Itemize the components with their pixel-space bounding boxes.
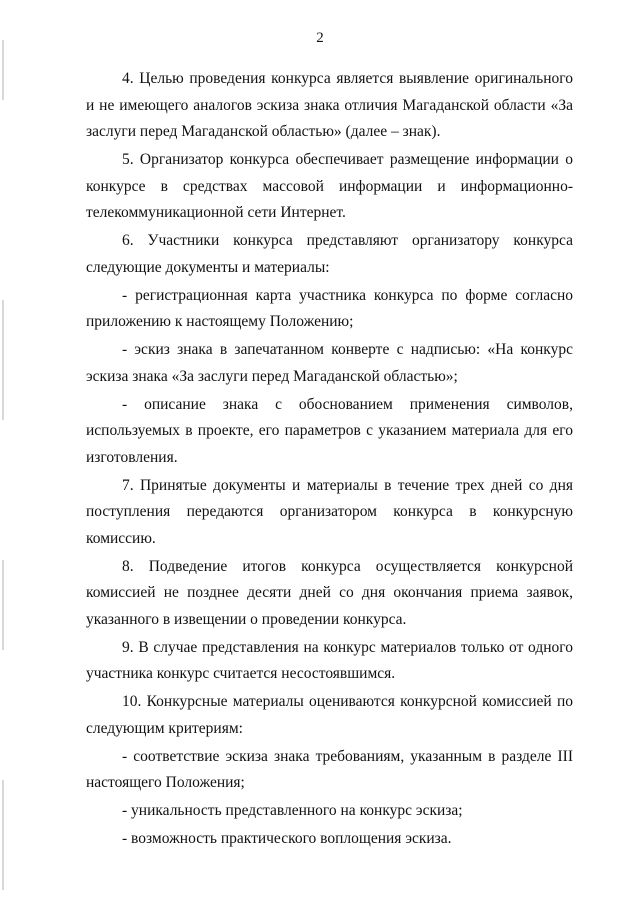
- list-item-sketch-envelope: - эскиз знака в запечатанном конверте с надписью: «На конкурс эскиза знака «За заслуги перед Магаданской областью»;: [86, 341, 573, 385]
- list-item-uniqueness: - уникальность представленного на конкурс эскиза;: [122, 802, 463, 819]
- paragraph-10-criteria: 10. Конкурсные материалы оцениваются конкурсной комиссией по следующим критериям:: [86, 693, 573, 737]
- list-item-description: - описание знака с обоснованием применения символов, используемых в проекте, его параметров с указанием материала для его изготовления.: [86, 395, 573, 466]
- list-item-registration-card: - регистрационная карта участника конкурса по форме согласно приложению к настоящему Положению;: [86, 286, 573, 330]
- paragraph-6-participants: 6. Участники конкурса представляют организатору конкурса следующие документы и материалы:: [86, 232, 573, 276]
- page-number: 2: [316, 30, 324, 46]
- document-body: [86, 66, 573, 854]
- paragraph-8-results: 8. Подведение итогов конкурса осуществляется конкурсной комиссией не позднее десяти дней со дня окончания приема заявок, указанного в извещении о проведении конкурса.: [86, 557, 573, 628]
- scan-edge-artifact: [2, 560, 4, 650]
- scan-edge-artifact: [2, 780, 4, 890]
- paragraph-5-organizer: 5. Организатор конкурса обеспечивает размещение информации о конкурсе в средствах массовой информации и информационно-телекоммуникационной сети Интернет.: [86, 151, 573, 221]
- paragraph-4-goal: 4. Целью проведения конкурса является выявление оригинального и не имеющего аналогов эскиза знака отличия Магаданской области «За заслуги перед Магаданской областью» (далее – знак).: [86, 70, 573, 140]
- paragraph-7-documents: 7. Принятые документы и материалы в течение трех дней со дня поступления передаются организатором конкурса в конкурсную комиссию.: [86, 476, 573, 547]
- list-item-compliance: - соответствие эскиза знака требованиям, указанным в разделе III настоящего Положения;: [86, 747, 573, 791]
- scan-edge-artifact: [2, 40, 4, 100]
- paragraph-9-single-participant: 9. В случае представления на конкурс материалов только от одного участника конкурс считается несостоявшимся.: [86, 638, 573, 682]
- list-item-feasibility: - возможность практического воплощения эскиза.: [122, 830, 452, 847]
- scan-edge-artifact: [2, 300, 4, 420]
